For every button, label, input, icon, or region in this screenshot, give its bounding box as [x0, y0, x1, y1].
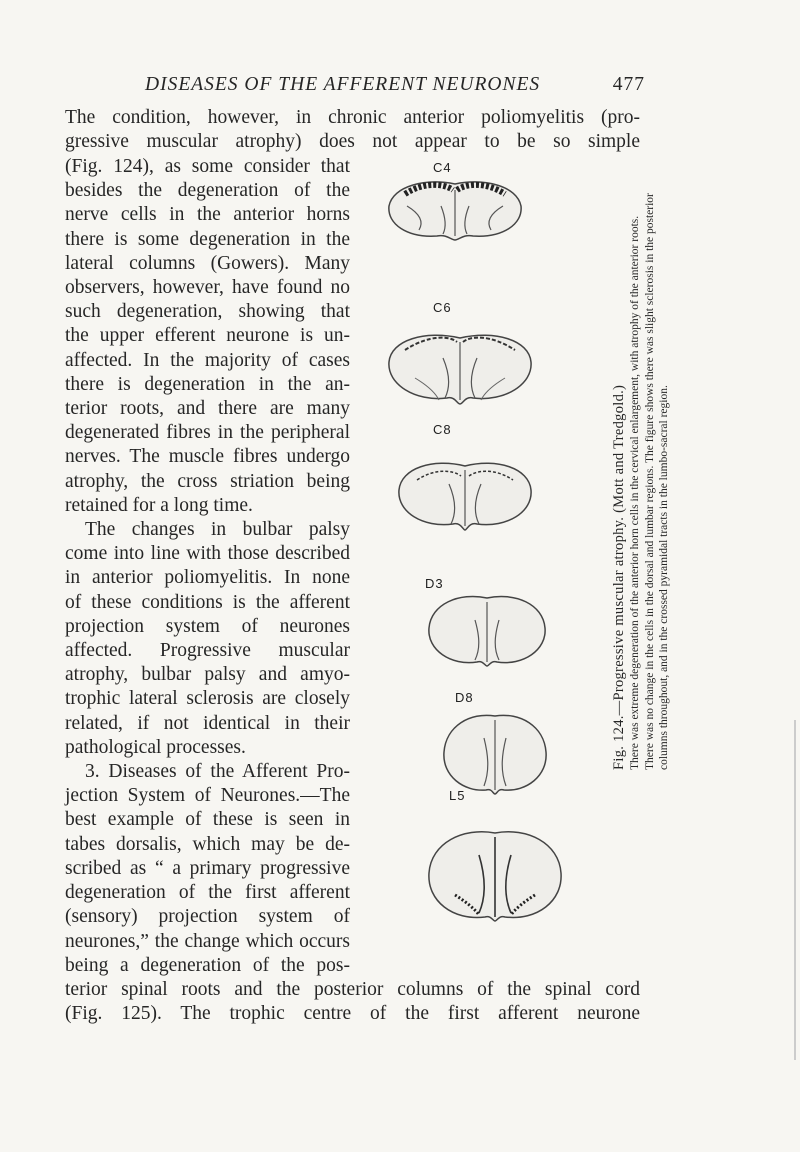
text-column [65, 155, 350, 978]
text-line: come into line with those described [65, 543, 350, 565]
page-edge-mark [794, 720, 796, 1060]
text-line: degenerated fibres in the peripheral [65, 422, 350, 444]
text-line: terior spinal roots and the posterior columns of the spinal cord [65, 979, 640, 1000]
caption-line: There was no change in the cells in the dorsal and lumbar regions. The figure shows there was slight sclerosis in the posterior [643, 193, 656, 770]
text-line: in anterior poliomyelitis. In none [65, 567, 350, 589]
cord-section-c6 [385, 328, 535, 408]
section-label-c8: C8 [433, 422, 452, 437]
text-line: trophic lateral sclerosis are closely [65, 688, 350, 710]
text-line: The changes in bulbar palsy [85, 519, 350, 541]
cord-section-d3 [425, 590, 550, 670]
caption-line: There was extreme degeneration of the anterior horn cells in the cervical enlargement, with atrophy of the anterior roots. [629, 215, 641, 770]
text-line: retained for a long time. [65, 494, 253, 516]
text-line: related, if not identical in their [65, 712, 350, 734]
text-line: tabes dorsalis, which may be de- [65, 833, 350, 855]
section-label-c4: C4 [433, 160, 452, 175]
text-line: nerves. The muscle fibres undergo [65, 446, 350, 468]
section-label-c6: C6 [433, 300, 452, 315]
text-line: terior roots, and there are many [65, 398, 350, 420]
figure-spinal-sections [385, 160, 580, 803]
text-line: best example of these is seen in [65, 809, 350, 831]
header-title: DISEASES OF THE AFFERENT NEURONES [145, 74, 541, 95]
text-line: of these conditions is the afferent [65, 591, 350, 613]
figure-caption [610, 170, 700, 770]
text-line: being a degeneration of the pos- [65, 954, 350, 976]
section-heading-line: 3. Diseases of the Afferent Pro- [85, 761, 350, 783]
text-line: there is some degeneration in the [65, 228, 350, 250]
text-line: lateral columns (Gowers). Many [65, 252, 350, 274]
text-line: (Fig. 124), as some consider that [65, 156, 350, 177]
text-line: (Fig. 125). The trophic centre of the first afferent neurone [65, 1003, 640, 1025]
caption-body [628, 170, 672, 770]
cord-section-d8 [440, 708, 550, 798]
text-line: there is degeneration in the an- [65, 373, 350, 395]
cord-section-c8 [395, 456, 535, 534]
text-line: degeneration of the first afferent [65, 882, 350, 904]
text-line: nerve cells in the anterior horns [65, 204, 350, 226]
text-line: affected. In the majority of cases [65, 349, 350, 371]
page-number: 477 [612, 74, 645, 95]
text-line: scribed as “ a primary progressive [65, 857, 350, 879]
text-line: neurones,” the change which occurs [65, 930, 350, 952]
section-label-d8: D8 [455, 690, 474, 705]
text-line: The condition, however, in chronic anterior poliomyelitis (pro- [65, 107, 640, 128]
text-line: observers, however, have found no [65, 277, 350, 299]
text-line: atrophy, bulbar palsy and amyo- [65, 664, 350, 686]
text-line: besides the degeneration of the [65, 180, 350, 202]
section-label-l5: L5 [449, 788, 466, 803]
cord-section-c4 [385, 176, 525, 246]
text-line: the upper efferent neurone is un- [65, 325, 350, 347]
caption-line: columns throughout, and in the crossed pyramidal tracts in the lumbo-sacral region. [658, 385, 670, 770]
section-label-d3: D3 [425, 576, 444, 591]
text-line: (sensory) projection system of [65, 906, 350, 928]
text-line: atrophy, the cross striation being [65, 470, 350, 492]
paragraph-top [65, 106, 640, 154]
running-header [145, 74, 645, 96]
caption-title: Fig. 124.—Progressive muscular atrophy. (Mott and Tredgold.) [611, 384, 627, 770]
text-line: gressive muscular atrophy) does not appear to be so simple [65, 131, 640, 153]
cord-section-l5 [425, 825, 565, 925]
text-line: projection system of neurones [65, 615, 350, 637]
paragraph-bottom [65, 978, 640, 1026]
text-line: pathological processes. [65, 736, 246, 758]
text-line: affected. Progressive muscular [65, 640, 350, 662]
text-line: such degeneration, showing that [65, 301, 350, 323]
text-line: jection System of Neurones.—The [65, 785, 350, 807]
